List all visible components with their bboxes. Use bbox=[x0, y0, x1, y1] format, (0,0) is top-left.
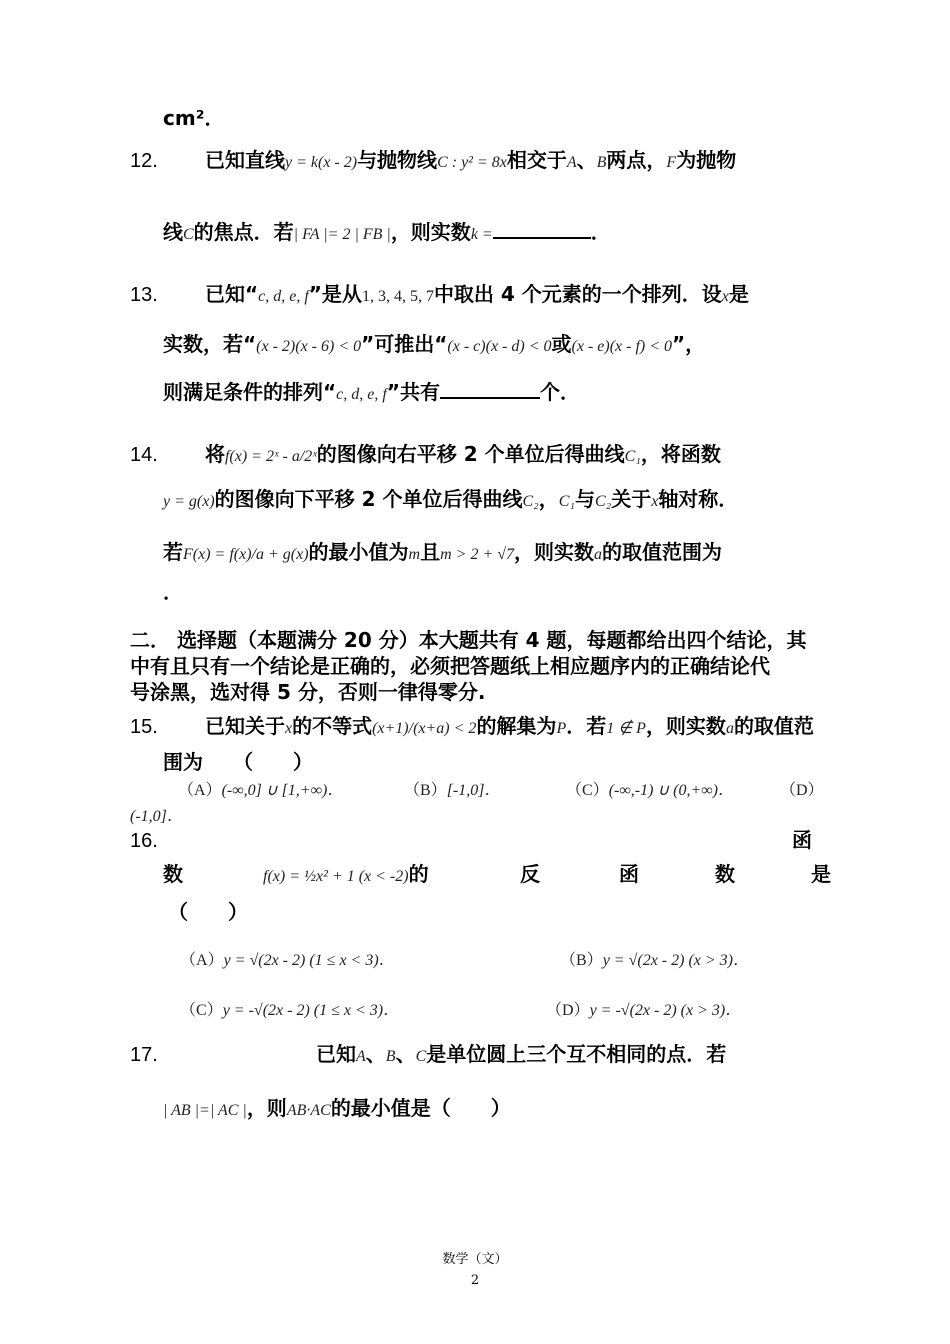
q12-point-b: B bbox=[596, 154, 607, 171]
q12-text: 已知直线 bbox=[204, 148, 285, 172]
section2-line3: 号涂黑，选对得 5 分，否则一律得零分. bbox=[130, 680, 486, 704]
q17-text: 已知 bbox=[316, 1042, 356, 1066]
q14-text: 关于 bbox=[611, 487, 652, 511]
option-label: （A） bbox=[178, 782, 222, 799]
option-label: （D） bbox=[546, 1002, 590, 1019]
q16-text: 数 bbox=[715, 862, 735, 886]
q14-text: 轴对称． bbox=[658, 487, 739, 511]
q14-curve-c1: C₁ bbox=[624, 448, 641, 465]
q12-sep: 、 bbox=[576, 148, 597, 172]
q15-text: ，则实数 bbox=[645, 714, 726, 738]
q16-function bbox=[263, 860, 429, 891]
q12-line2 bbox=[163, 218, 611, 249]
q12-text: ，则实数 bbox=[390, 220, 471, 244]
q14-function-F: F(x) = f(x)/a + g(x) bbox=[183, 546, 309, 563]
q13-answer-blank bbox=[440, 379, 540, 399]
option-label: （C） bbox=[566, 782, 609, 799]
q12-text: 的焦点．若 bbox=[193, 220, 294, 244]
option-value: y = -√(2x - 2) (x > 3)． bbox=[589, 1002, 742, 1019]
q13-set: 1, 3, 4, 5, 7 bbox=[361, 288, 434, 305]
q16-option-d bbox=[546, 994, 741, 1025]
q16-text: 的 bbox=[408, 862, 429, 886]
footer-subject: 数学（文） bbox=[442, 1252, 508, 1267]
q16-text: 数 bbox=[163, 862, 183, 886]
q14-text: 且 bbox=[420, 540, 441, 564]
q12-text: 与抛物线 bbox=[357, 148, 438, 172]
q13-text: 已知“ bbox=[204, 282, 259, 306]
q13-text: ”， bbox=[672, 332, 706, 356]
q12-text: 为抛物 bbox=[676, 148, 737, 172]
q15-number: 15. bbox=[130, 716, 158, 738]
q15-a-var: a bbox=[725, 720, 734, 737]
q16-number: 16. bbox=[130, 830, 158, 852]
q15-option-d-label bbox=[780, 774, 824, 805]
option-value: y = -√(2x - 2) (1 ≤ x < 3)． bbox=[222, 1002, 400, 1019]
option-label: （D） bbox=[780, 782, 824, 799]
q15-line1 bbox=[130, 712, 814, 743]
q13-inequality-3: (x - e)(x - f) < 0 bbox=[571, 338, 673, 355]
q12-point-f: F bbox=[666, 154, 677, 171]
q12-text: 线 bbox=[163, 220, 183, 244]
q12-text: 两点， bbox=[606, 148, 667, 172]
q13-permutation: c, d, e, f bbox=[336, 386, 387, 403]
q13-text: 个． bbox=[539, 380, 580, 404]
option-value: [-1,0]． bbox=[446, 782, 501, 799]
q17-sep: 、 bbox=[365, 1042, 386, 1066]
q14-function-g: y = g(x) bbox=[163, 493, 215, 510]
q14-text: ， bbox=[538, 487, 559, 511]
q16-text: 是 bbox=[811, 862, 831, 886]
q14-text: 与 bbox=[574, 487, 595, 511]
q14-line4: ． bbox=[163, 580, 183, 604]
q13-text: 是 bbox=[728, 282, 749, 306]
q14-text: 若 bbox=[163, 540, 183, 564]
page-number: 2 bbox=[470, 1273, 480, 1288]
q14-line2 bbox=[163, 485, 738, 516]
q15-option-c bbox=[566, 774, 734, 805]
q16-text: 函 bbox=[792, 828, 812, 852]
section2-line1: 二． 选择题（本题满分 20 分）本大题共有 4 题，每题都给出四个结论，其 bbox=[130, 628, 807, 652]
q17-text: 是单位圆上三个互不相同的点．若 bbox=[426, 1042, 727, 1066]
q17-line2 bbox=[163, 1094, 511, 1125]
q14-text: 将 bbox=[204, 442, 225, 466]
q13-inequality-1: (x - 2)(x - 6) < 0 bbox=[256, 338, 362, 355]
option-label: （B） bbox=[560, 952, 603, 969]
q16-line1 bbox=[130, 826, 198, 855]
q15-text: 的不等式 bbox=[292, 714, 373, 738]
option-label: （B） bbox=[404, 782, 447, 799]
q17-condition: | AB |=| AC | bbox=[163, 1102, 247, 1119]
q14-m-var: m bbox=[408, 546, 421, 563]
q14-text: ，则实数 bbox=[514, 540, 595, 564]
q12-k-var: k = bbox=[470, 226, 493, 243]
q13-text: 则满足条件的排列“ bbox=[163, 380, 337, 404]
q12-line-equation: y = k(x - 2) bbox=[284, 154, 358, 171]
q16-option-c bbox=[180, 994, 399, 1025]
q17-point-b: B bbox=[385, 1048, 396, 1065]
q13-x-var: x bbox=[721, 288, 729, 305]
q13-text: 中取出 4 个元素的一个排列．设 bbox=[433, 282, 722, 306]
q14-x-var: x bbox=[651, 493, 659, 510]
q13-text: 或 bbox=[551, 332, 572, 356]
q14-text: ，将函数 bbox=[640, 442, 721, 466]
q17-point-a: A bbox=[356, 1048, 366, 1065]
q15-text: 的解集为 bbox=[476, 714, 557, 738]
q12-point-a: A bbox=[566, 154, 577, 171]
q14-a-var: a bbox=[594, 546, 603, 563]
q14-text: 的取值范围为 bbox=[602, 540, 723, 564]
q17-sep: 、 bbox=[395, 1042, 416, 1066]
q16-text: 函 bbox=[619, 862, 639, 886]
q12-text: 相交于 bbox=[506, 148, 567, 172]
q12-line1 bbox=[130, 146, 736, 177]
option-value: y = √(2x - 2) (x > 3)． bbox=[602, 952, 750, 969]
option-label: （C） bbox=[180, 1002, 223, 1019]
q17-line1-text bbox=[316, 1040, 726, 1071]
q16-option-b bbox=[560, 944, 749, 975]
q15-line2: 围为 （ ） bbox=[163, 750, 313, 774]
q14-line1 bbox=[130, 440, 721, 471]
q13-line1 bbox=[130, 280, 749, 311]
q11-tail: cm²． bbox=[163, 106, 225, 130]
q15-text: 已知关于 bbox=[204, 714, 285, 738]
q16-option-a bbox=[180, 944, 395, 975]
q15-inequality: (x+1)/(x+a) < 2 bbox=[372, 720, 477, 737]
q13-number: 13. bbox=[130, 284, 158, 306]
q15-x-var: x bbox=[284, 720, 293, 737]
q16-text: 反 bbox=[520, 862, 540, 886]
q15-condition: 1 ∉ P bbox=[606, 720, 646, 737]
q14-curve-c2: C₂ bbox=[594, 493, 612, 510]
q14-curve-c1: C₁ bbox=[558, 493, 575, 510]
q17-text: ，则 bbox=[246, 1096, 287, 1120]
q14-text: 的最小值为 bbox=[308, 540, 409, 564]
q12-text: ． bbox=[590, 220, 611, 244]
q17-dot-product: AB·AC bbox=[286, 1102, 331, 1119]
q15-option-a bbox=[178, 774, 343, 805]
q16-line2 bbox=[163, 860, 183, 888]
q13-line3 bbox=[163, 378, 580, 409]
q15-option-b bbox=[404, 774, 500, 805]
q13-text: ”是从 bbox=[308, 282, 362, 306]
option-label: （A） bbox=[180, 952, 224, 969]
q17-number: 17. bbox=[130, 1044, 158, 1066]
q12-answer-blank bbox=[493, 219, 591, 239]
q12-number: 12. bbox=[130, 150, 158, 172]
q12-parabola-equation: C : y² = 8x bbox=[437, 154, 507, 171]
option-value: (-∞,0] ∪ [1,+∞)． bbox=[221, 782, 344, 799]
q14-m-condition: m > 2 + √7 bbox=[440, 546, 515, 563]
q12-condition: | FA |= 2 | FB | bbox=[293, 226, 391, 243]
q13-permutation: c, d, e, f bbox=[258, 288, 309, 305]
q14-function-f: f(x) = 2ˣ - a/2ˣ bbox=[224, 448, 317, 465]
q14-line3 bbox=[163, 538, 722, 569]
q13-inequality-2: (x - c)(x - d) < 0 bbox=[447, 338, 552, 355]
q16-function-f: f(x) = ½x² + 1 (x < -2) bbox=[263, 868, 409, 885]
q15-text: ．若 bbox=[566, 714, 607, 738]
q16-line3: （ ） bbox=[168, 900, 248, 924]
q14-number: 14. bbox=[130, 444, 158, 466]
q17-line1 bbox=[130, 1040, 198, 1069]
section2-line2: 中有且只有一个结论是正确的，必须把答题纸上相应题序内的正确结论代 bbox=[130, 654, 770, 678]
option-value: (-∞,-1) ∪ (0,+∞)． bbox=[608, 782, 734, 799]
q17-text: 的最小值是（ ） bbox=[330, 1096, 511, 1120]
q15-p-var: P bbox=[556, 720, 567, 737]
q14-curve-c2: C₂ bbox=[522, 493, 539, 510]
q13-text: ”共有 bbox=[386, 380, 440, 404]
q13-line2 bbox=[163, 330, 705, 361]
q14-text: 的图像向下平移 2 个单位后得曲线 bbox=[214, 487, 523, 511]
q13-text: ”可推出“ bbox=[361, 332, 448, 356]
q14-text: 的图像向右平移 2 个单位后得曲线 bbox=[316, 442, 625, 466]
q13-text: 实数，若“ bbox=[163, 332, 257, 356]
q12-curve-c: C bbox=[183, 226, 194, 243]
q17-point-c: C bbox=[415, 1048, 427, 1065]
option-value: y = √(2x - 2) (1 ≤ x < 3)． bbox=[223, 952, 395, 969]
option-value: (-1,0]． bbox=[130, 808, 183, 825]
q15-text: 的取值范 bbox=[733, 714, 814, 738]
